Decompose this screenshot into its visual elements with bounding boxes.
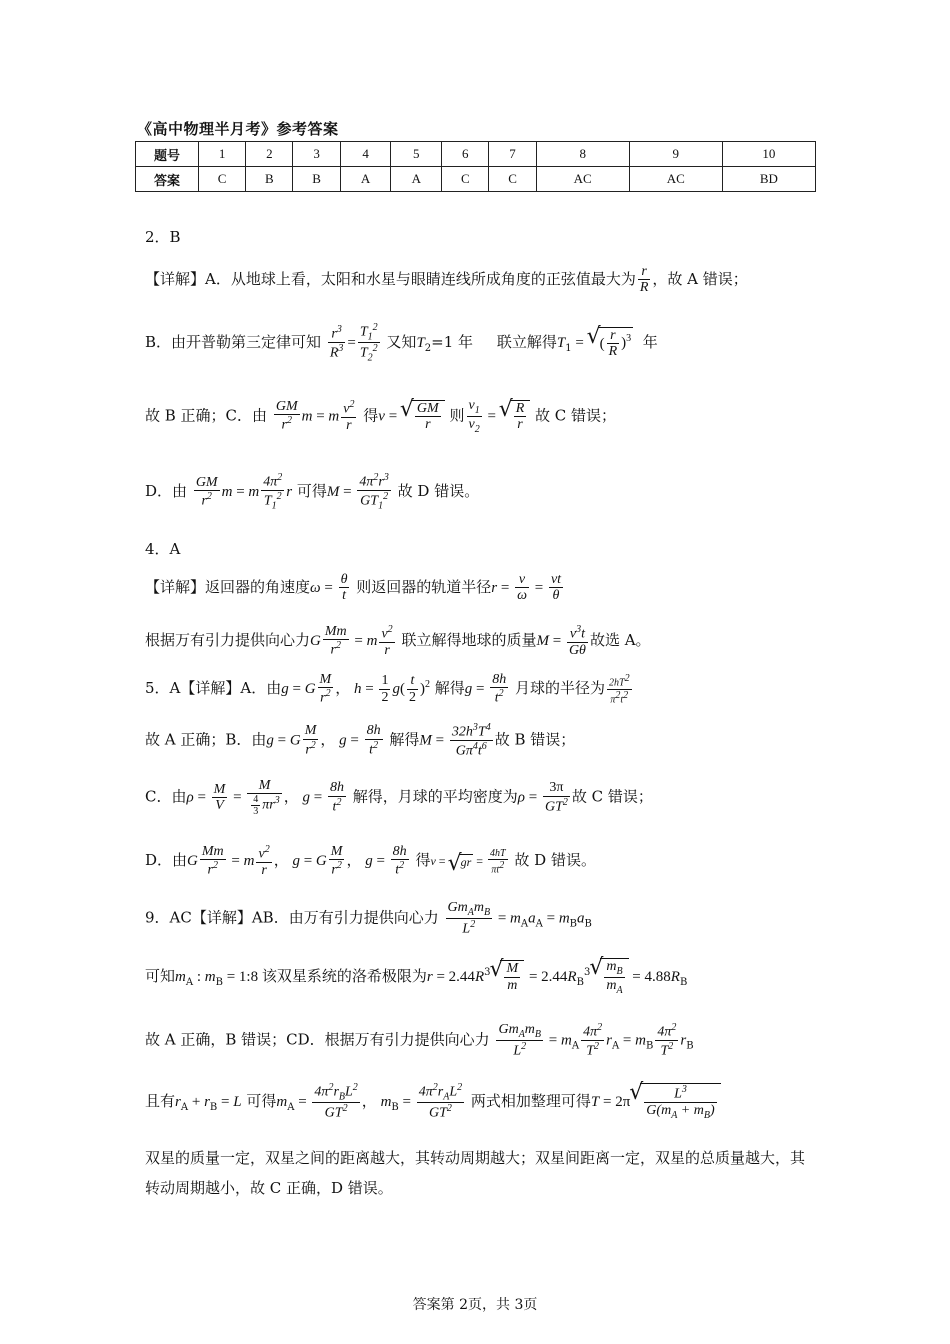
q4-detail-2: 根据万有引力提供向心力G $\frac{Mm}{r^2}$ = m $\frac{v^2}{r}$ 联立解得地球的质量M = $\frac{v^3t}{G\theta}$ 故选 A。	[145, 624, 651, 659]
q4-heading: 4．A	[145, 540, 181, 558]
q2-detail-a: 【详解】A．从地球上看，太阳和水星与眼睛连线所成角度的正弦值最大为 $\frac{r}{R}$ ，故 A 错误；	[145, 264, 748, 296]
q9-detail-3: 故 A 正确，B 错误；CD．根据万有引力提供向心力 $\frac{Gm_Am_B}{L^2}$ = $m_A$ $\frac{4\pi^2}{T^2}$ $r_A = m_B$ $\frac{4\pi^2}{T^2}$ $r_B$	[145, 1022, 694, 1059]
q5-detail-4: D．由G $\frac{Mm}{r^2}$ = m $\frac{v^2}{r}$ ， g = G $\frac{M}{r^2}$ ， g = $\frac{8h}{t^2}$ 得v = √ gr = $\frac{4hT}{\pi t^2}$ 故 D 错误。	[145, 844, 596, 878]
q5-detail-1: 5．A【详解】A．由g = G $\frac{M}{r^2}$ ， h = $\frac{1}{2}$ g( $\frac{t}{2}$ )$^2$ 解得g = $\frac{8h}{t^2}$ 月球的半径为 $\frac{2hT^2}{\pi^2t^2}$	[145, 672, 630, 707]
table-cell: AC	[536, 167, 629, 192]
q2-detail-d: D．由 $\frac{GM}{r^2}$ m = m $\frac{4\pi^2}{T_1^2}$ r 可得M = $\frac{4\pi^2r^3}{GT_1^2}$ 故 D 错误。	[145, 472, 480, 512]
table-cell: C	[442, 167, 489, 192]
row-label-number: 题号	[136, 142, 199, 167]
table-cell: 5	[391, 142, 442, 167]
q9-detail-2: 可知$m_A$ : $m_B$ = 1:8 该双星系统的洛希极限为$r = 2.44R^3$ √ $\frac{M}{m}$ = $2.44R_B^3$ √ $\frac{m_B}{m_A}$ = $4.88R_B$	[145, 958, 687, 996]
table-cell: 4	[340, 142, 391, 167]
q9-conclusion: 双星的质量一定，双星之间的距离越大，其转动周期越大；双星间距离一定，双星的总质量越大，其转动周期越小，故 C 正确，D 错误。	[145, 1149, 806, 1197]
q5-detail-2: 故 A 正确；B．由g = G $\frac{M}{r^2}$ ， g = $\frac{8h}{t^2}$ 解得M = $\frac{32h^3T^4}{G\pi^4t^6}$ 故 B 错误；	[145, 722, 576, 759]
table-cell: 1	[199, 142, 246, 167]
table-cell: 7	[489, 142, 536, 167]
table-row-answers	[136, 167, 816, 192]
q9-detail-1: 9．AC【详解】AB．由万有引力提供向心力 $\frac{Gm_Am_B}{L^2}$ = $m_Aa_A = m_Ba_B$	[145, 900, 592, 937]
table-cell: C	[489, 167, 536, 192]
table-cell: B	[293, 167, 340, 192]
q5-detail-3: C．由ρ = $\frac{M}{V}$ = M $\frac{4}{3}$ $\pi r^3$ ， g = $\frac{8h}{t^2}$ 解得，月球的平均密度为ρ = $\frac{3\pi}{GT^2}$ 故 C 错误；	[145, 778, 653, 818]
table-cell: C	[199, 167, 246, 192]
table-cell: B	[246, 167, 293, 192]
row-label-answer: 答案	[136, 167, 199, 192]
q4-detail-1: 【详解】返回器的角速度ω = $\frac{\theta}{t}$ 则返回器的轨道半径r = $\frac{v}{\omega}$ = $\frac{vt}{\theta}$	[145, 572, 562, 604]
q2-heading: 2．B	[145, 228, 181, 246]
q2-detail-b: B．由开普勒第三定律可知 $\frac{r^3}{R^3}$ = $\frac{T_1^2}{T_2^2}$ 又知$T_2=1$ 年 联立解得$T_1$ = √ ( $\frac{r}{R}$ )$^3$ 年	[145, 322, 658, 364]
answer-table	[135, 141, 816, 192]
table-row-numbers	[136, 142, 816, 167]
page-footer: 答案第 2页，共 3页	[412, 1297, 538, 1313]
table-cell: 9	[629, 142, 722, 167]
table-cell: 2	[246, 142, 293, 167]
table-cell: AC	[629, 167, 722, 192]
q2-detail-c: 故 B 正确；C．由 $\frac{GM}{r^2}$ m = m $\frac{v^2}{r}$ 得v = √ $\frac{GM}{r}$ 则 $\frac{v_1}{v_2}$ = √ $\frac{R}{r}$ 故 C 错误；	[145, 398, 616, 435]
q9-detail-4: 且有$r_A + r_B = L$ 可得$m_A$ = $\frac{4\pi^2r_BL^2}{GT^2}$ ， $m_B$ = $\frac{4\pi^2r_AL^2}{GT^2}$ 两式相加整理可得T = 2π √ $\frac{L^3}{G(m_A + m_B)}$	[145, 1082, 721, 1122]
table-cell: A	[391, 167, 442, 192]
table-cell: 3	[293, 142, 340, 167]
table-cell: 8	[536, 142, 629, 167]
table-cell: 10	[722, 142, 815, 167]
table-cell: A	[340, 167, 391, 192]
table-cell: 6	[442, 142, 489, 167]
table-cell: BD	[722, 167, 815, 192]
document-title: 《高中物理半月考》参考答案	[137, 120, 339, 138]
